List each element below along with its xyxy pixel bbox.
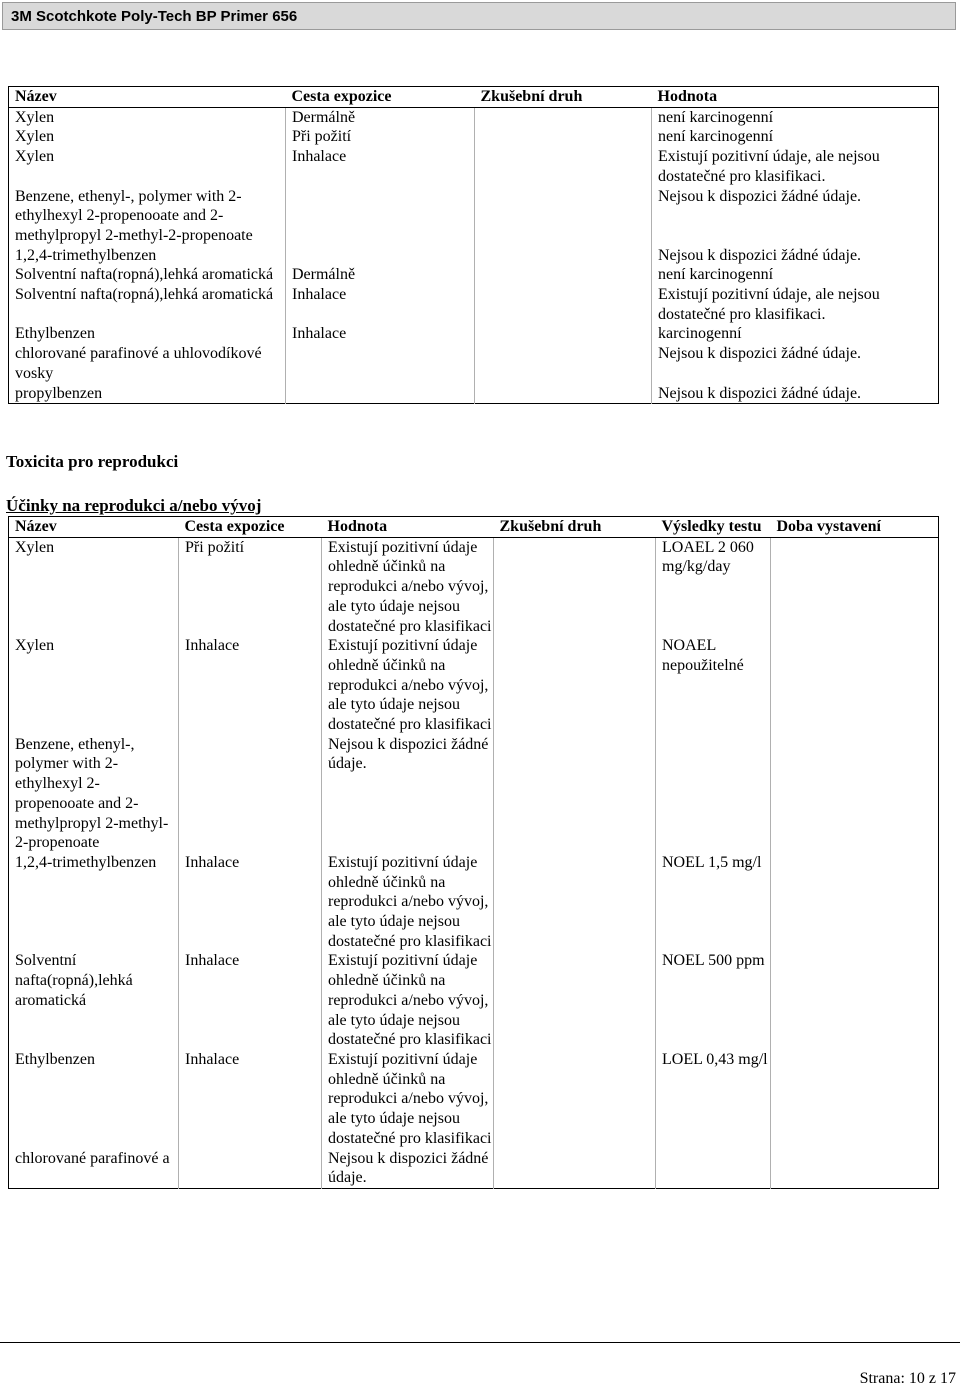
table-cell xyxy=(494,537,656,636)
table-cell: Ethylbenzen xyxy=(9,324,286,344)
table-row xyxy=(9,636,939,735)
table-cell: Xylen xyxy=(9,147,286,186)
table-cell: Existují pozitivní údaje, ale nejsou dostatečné pro klasifikaci. xyxy=(658,148,880,185)
table-cell: Existují pozitivní údaje ohledně účinků na reprodukci a/nebo vývoj, ale tyto údaje nejsou dostatečné pro klasifikaci xyxy=(322,636,494,735)
table-cell xyxy=(771,1149,939,1189)
document-header-bar xyxy=(2,2,956,30)
carcinogenicity-table xyxy=(8,86,939,404)
table-row xyxy=(9,285,939,324)
table-cell: propylbenzen xyxy=(9,384,286,404)
table-cell: Existují pozitivní údaje ohledně účinků na reprodukci a/nebo vývoj, ale tyto údaje nejsou dostatečné pro klasifikaci xyxy=(322,853,494,952)
table-cell: Inhalace xyxy=(179,951,322,1050)
table-row xyxy=(9,384,939,404)
column-header: Zkušební druh xyxy=(475,87,652,108)
table-cell xyxy=(771,537,939,636)
table-cell xyxy=(494,735,656,853)
table-cell xyxy=(475,107,652,127)
table-cell: NOEL 500 ppm xyxy=(656,951,771,1050)
table-cell: Solventní nafta(ropná),lehká aromatická xyxy=(9,951,179,1050)
column-header: Cesta expozice xyxy=(179,517,322,538)
table-row xyxy=(9,735,939,853)
table-cell: Benzene, ethenyl-, polymer with 2-ethylhexyl 2-propenooate and 2-methylpropyl 2-methyl-2-propenoate xyxy=(9,187,286,246)
table-cell: Inhalace xyxy=(286,324,475,344)
table-row xyxy=(9,187,939,246)
table-cell: NOAEL nepoužitelné xyxy=(656,636,771,735)
table-cell: Nejsou k dispozici žádné údaje. xyxy=(658,187,862,205)
table-cell: NOEL 1,5 mg/l xyxy=(656,853,771,952)
table-cell: Xylen xyxy=(9,127,286,147)
table-cell: 1,2,4-trimethylbenzen xyxy=(9,853,179,952)
table-cell: Existují pozitivní údaje ohledně účinků na reprodukci a/nebo vývoj, ale tyto údaje nejsou dostatečné pro klasifikaci xyxy=(322,1050,494,1149)
table-cell: Nejsou k dispozici žádné údaje. xyxy=(322,1149,494,1189)
table-cell: Dermálně xyxy=(286,265,475,285)
table-cell: karcinogenní xyxy=(658,325,742,343)
column-header: Doba vystavení xyxy=(771,517,939,538)
table-header-row xyxy=(9,87,939,108)
column-header: Zkušební druh xyxy=(494,517,656,538)
table-cell: Existují pozitivní údaje, ale nejsou dostatečné pro klasifikaci. xyxy=(658,286,880,323)
section-title: Toxicita pro reprodukci xyxy=(6,452,179,471)
table-cell: Inhalace xyxy=(179,853,322,952)
table-cell xyxy=(656,735,771,853)
table-cell: Inhalace xyxy=(179,1050,322,1149)
table-row xyxy=(9,951,939,1050)
table-cell xyxy=(179,735,322,853)
column-header: Název xyxy=(9,517,179,538)
table-cell xyxy=(475,384,652,404)
table-cell: není karcinogenní xyxy=(658,266,774,284)
table-cell xyxy=(179,1149,322,1189)
table-cell xyxy=(771,951,939,1050)
table-cell: Nejsou k dispozici žádné údaje. xyxy=(322,735,494,853)
table-cell: Xylen xyxy=(9,537,179,636)
footer-divider xyxy=(0,1342,960,1343)
table-cell: Ethylbenzen xyxy=(9,1050,179,1149)
table-cell xyxy=(286,384,475,404)
table-cell: Při požití xyxy=(179,537,322,636)
table-cell: Solventní nafta(ropná),lehká aromatická xyxy=(9,285,286,324)
table-cell: Xylen xyxy=(9,636,179,735)
subsection-title: Účinky na reprodukci a/nebo vývoj xyxy=(6,496,262,515)
document-title: 3M Scotchkote Poly-Tech BP Primer 656 xyxy=(11,8,298,25)
column-header: Název xyxy=(9,87,286,108)
table-cell xyxy=(475,147,652,186)
table-row xyxy=(9,147,939,186)
table-row xyxy=(9,853,939,952)
table-cell: není karcinogenní xyxy=(658,128,774,146)
column-header: Hodnota xyxy=(322,517,494,538)
table-cell xyxy=(475,265,652,285)
table-cell xyxy=(286,187,475,246)
table-row xyxy=(9,1050,939,1149)
table-cell xyxy=(475,246,652,266)
table-cell xyxy=(286,246,475,266)
table-cell xyxy=(771,735,939,853)
table-cell: chlorované parafinové a uhlovodíkové vosky xyxy=(9,344,286,383)
table-cell: Nejsou k dispozici žádné údaje. xyxy=(658,345,862,363)
table-cell: Benzene, ethenyl-, polymer with 2-ethylhexyl 2-propenooate and 2-methylpropyl 2-methyl-2-propenoate xyxy=(9,735,179,853)
table-cell xyxy=(494,853,656,952)
column-header: Hodnota xyxy=(652,87,939,108)
table-cell: Inhalace xyxy=(286,147,475,186)
table-cell xyxy=(475,324,652,344)
table-cell: Inhalace xyxy=(286,285,475,324)
column-header: Cesta expozice xyxy=(286,87,475,108)
table-row xyxy=(9,265,939,285)
table-cell: 1,2,4-trimethylbenzen xyxy=(9,246,286,266)
reproductive-toxicity-table xyxy=(8,516,939,1189)
table-cell xyxy=(494,636,656,735)
table-cell: Inhalace xyxy=(179,636,322,735)
table-cell xyxy=(475,344,652,383)
table-cell: Existují pozitivní údaje ohledně účinků na reprodukci a/nebo vývoj, ale tyto údaje nejsou dostatečné pro klasifikaci xyxy=(322,537,494,636)
table-cell xyxy=(286,344,475,383)
table-cell: Solventní nafta(ropná),lehká aromatická xyxy=(9,265,286,285)
table-cell xyxy=(494,1050,656,1149)
table-cell xyxy=(475,187,652,246)
table-cell: LOEL 0,43 mg/l xyxy=(656,1050,771,1149)
table-cell xyxy=(771,853,939,952)
table-row xyxy=(9,344,939,383)
table-cell: Při požití xyxy=(286,127,475,147)
table-cell: není karcinogenní xyxy=(658,108,774,126)
table-cell: Nejsou k dispozici žádné údaje. xyxy=(658,246,862,264)
table-row xyxy=(9,107,939,127)
table-cell xyxy=(475,285,652,324)
table-row xyxy=(9,127,939,147)
table-cell: LOAEL 2 060 mg/kg/day xyxy=(656,537,771,636)
table-cell xyxy=(494,951,656,1050)
table-cell: Existují pozitivní údaje ohledně účinků na reprodukci a/nebo vývoj, ale tyto údaje nejsou dostatečné pro klasifikaci xyxy=(322,951,494,1050)
column-header: Výsledky testu xyxy=(656,517,771,538)
table-cell xyxy=(494,1149,656,1189)
table-cell: Xylen xyxy=(9,107,286,127)
table-cell xyxy=(656,1149,771,1189)
table-cell xyxy=(771,1050,939,1149)
page-number: Strana: 10 z 17 xyxy=(859,1370,956,1387)
table-cell: chlorované parafinové a xyxy=(9,1149,179,1189)
table-cell xyxy=(475,127,652,147)
table-row xyxy=(9,324,939,344)
table-row xyxy=(9,1149,939,1189)
table-cell: Nejsou k dispozici žádné údaje. xyxy=(658,384,862,402)
table-row xyxy=(9,246,939,266)
table-header-row xyxy=(9,517,939,538)
table-cell xyxy=(771,636,939,735)
table-row xyxy=(9,537,939,636)
table-cell: Dermálně xyxy=(286,107,475,127)
